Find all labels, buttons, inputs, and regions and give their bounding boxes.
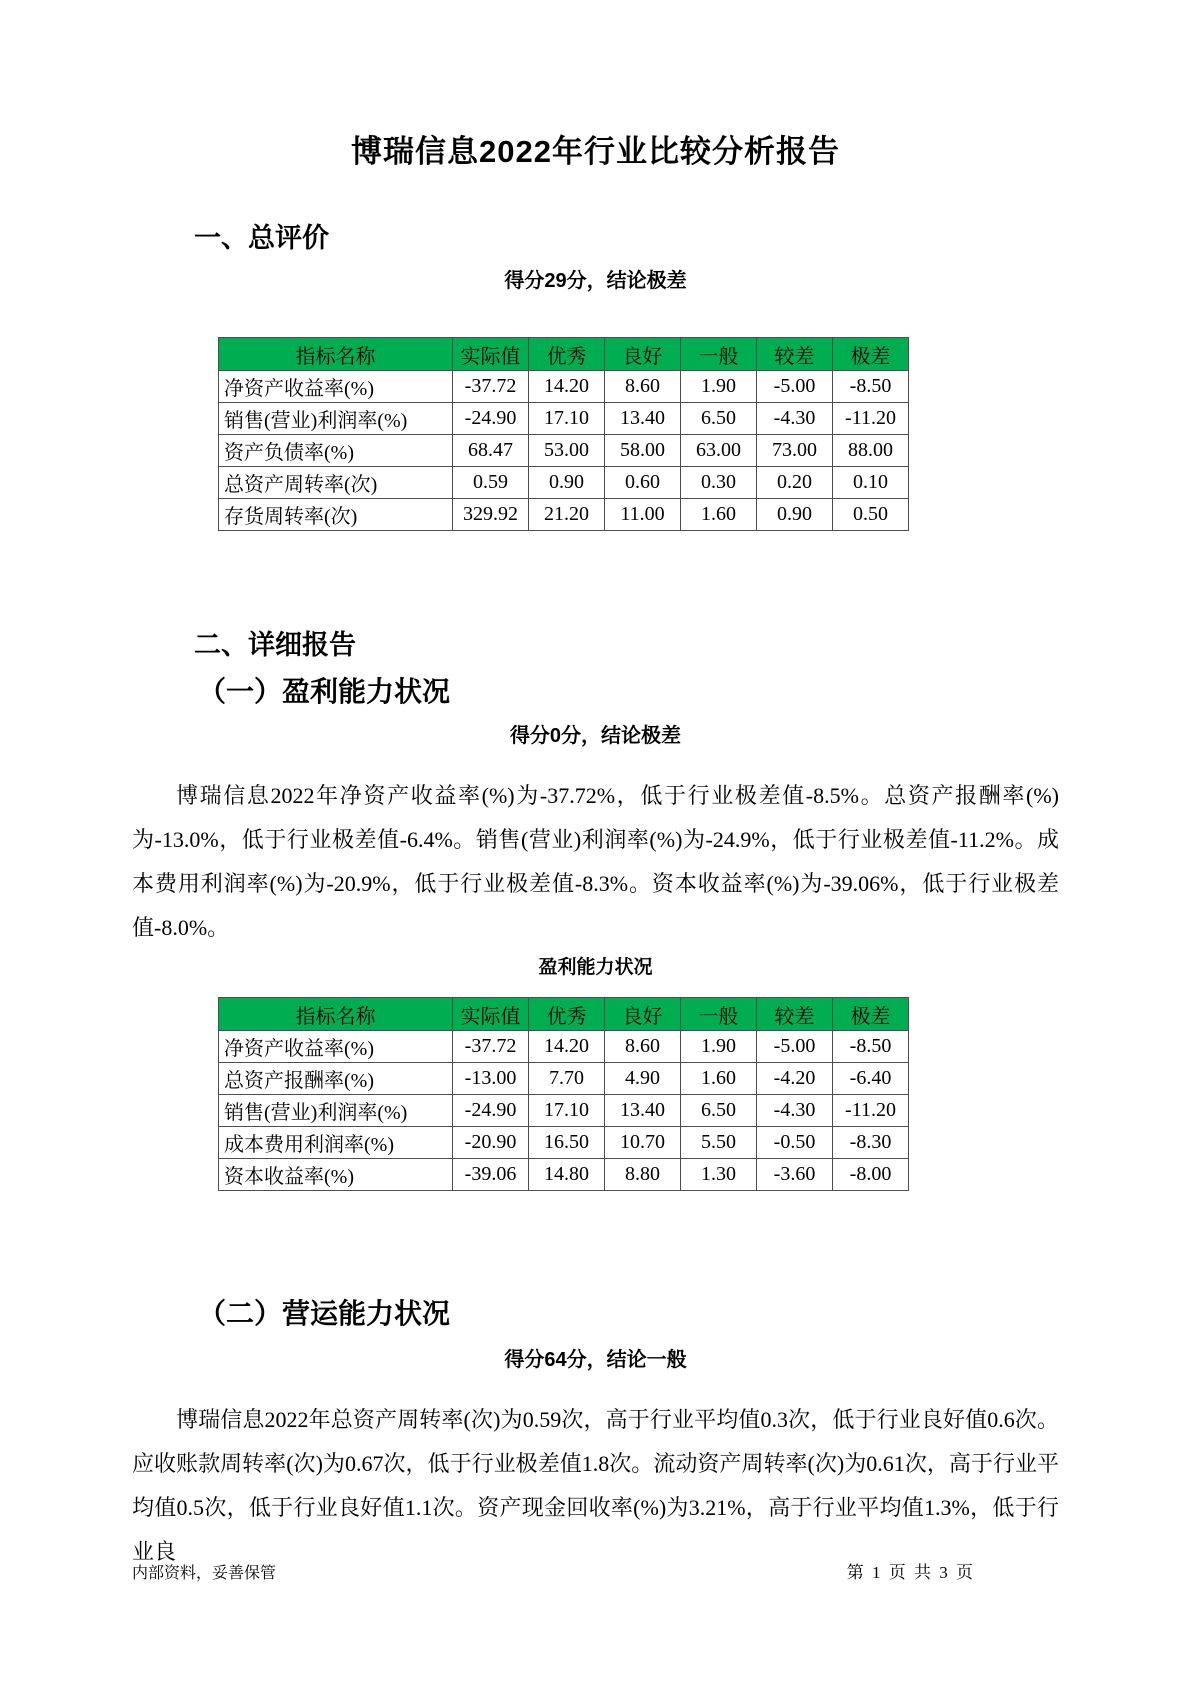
metric-value-cell: 17.10 <box>529 403 605 435</box>
metric-value-cell: -4.30 <box>757 403 833 435</box>
operation-paragraph: 博瑞信息2022年总资产周转率(次)为0.59次，高于行业平均值0.3次，低于行业良好值0.6次。应收账款周转率(次)为0.67次，低于行业极差值1.8次。流动资产周转率(次)为0.61次，高于行业平均值0.5次，低于行业良好值1.1次。资产现金回收率(%)为3.21%，高于行业平均值1.3%，低于行业良 <box>132 1407 1059 1564</box>
footer-page-number: 第 1 页 共 3 页 <box>846 1563 975 1582</box>
table-header-cell: 较差 <box>757 998 833 1031</box>
metric-value-cell: 1.60 <box>681 1063 757 1095</box>
metric-value-cell: -24.90 <box>453 1095 529 1127</box>
table-header-cell: 实际值 <box>453 338 529 371</box>
metric-value-cell: -11.20 <box>833 403 909 435</box>
metric-value-cell: -4.30 <box>757 1095 833 1127</box>
table-row <box>219 1031 909 1063</box>
metric-value-cell: 58.00 <box>605 435 681 467</box>
table-header-cell: 极差 <box>833 338 909 371</box>
metric-value-cell: 16.50 <box>529 1127 605 1159</box>
metric-value-cell: 11.00 <box>605 499 681 531</box>
profitability-paragraph: 博瑞信息2022年净资产收益率(%)为-37.72%，低于行业极差值-8.5%。总资产报酬率(%)为-13.0%，低于行业极差值-6.4%。销售(营业)利润率(%)为-24.9%，低于行业极差值-11.2%。成本费用利润率(%)为-20.9%，低于行业极差值-8.3%。资本收益率(%)为-39.06%，低于行业极差值-8.0%。 <box>132 783 1059 940</box>
table-row <box>219 1159 909 1191</box>
table-header-cell: 优秀 <box>529 338 605 371</box>
profitability-heading: （一）盈利能力状况 <box>198 676 451 707</box>
metric-name-cell: 成本费用利润率(%) <box>219 1127 453 1159</box>
metric-value-cell: 10.70 <box>605 1127 681 1159</box>
metric-value-cell: 14.20 <box>529 1031 605 1063</box>
metric-value-cell: 13.40 <box>605 403 681 435</box>
overall-score-line: 得分29分，结论极差 <box>504 270 687 292</box>
metric-value-cell: -6.40 <box>833 1063 909 1095</box>
metric-name-cell: 资本收益率(%) <box>219 1159 453 1191</box>
table-header-cell: 优秀 <box>529 998 605 1031</box>
metric-value-cell: -3.60 <box>757 1159 833 1191</box>
metric-name-cell: 存货周转率(次) <box>219 499 453 531</box>
metric-value-cell: 63.00 <box>681 435 757 467</box>
metric-value-cell: 7.70 <box>529 1063 605 1095</box>
metric-name-cell: 净资产收益率(%) <box>219 1031 453 1063</box>
metric-value-cell: -0.50 <box>757 1127 833 1159</box>
operation-score-line: 得分64分，结论一般 <box>504 1349 687 1371</box>
page-footer <box>132 1558 1059 1583</box>
metric-value-cell: 0.50 <box>833 499 909 531</box>
metric-value-cell: 13.40 <box>605 1095 681 1127</box>
metric-name-cell: 资产负债率(%) <box>219 435 453 467</box>
operation-heading: （二）营运能力状况 <box>198 1298 451 1329</box>
metric-value-cell: 0.59 <box>453 467 529 499</box>
metric-value-cell: 1.30 <box>681 1159 757 1191</box>
metric-value-cell: 1.90 <box>681 371 757 403</box>
section-overall-heading: 一、总评价 <box>194 223 329 253</box>
overall-indicator-table <box>218 337 909 531</box>
metric-value-cell: -8.30 <box>833 1127 909 1159</box>
metric-name-cell: 总资产周转率(次) <box>219 467 453 499</box>
metric-value-cell: -8.00 <box>833 1159 909 1191</box>
metric-value-cell: 8.80 <box>605 1159 681 1191</box>
table-row <box>219 1063 909 1095</box>
metric-value-cell: 8.60 <box>605 371 681 403</box>
table-header-cell: 极差 <box>833 998 909 1031</box>
profitability-indicator-table <box>218 997 909 1191</box>
table-row <box>219 435 909 467</box>
table-header-row <box>219 998 909 1031</box>
report-title: 博瑞信息2022年行业比较分析报告 <box>351 134 840 169</box>
table-row <box>219 1127 909 1159</box>
metric-value-cell: 68.47 <box>453 435 529 467</box>
metric-value-cell: -37.72 <box>453 371 529 403</box>
metric-value-cell: -5.00 <box>757 1031 833 1063</box>
metric-value-cell: 1.90 <box>681 1031 757 1063</box>
metric-value-cell: 329.92 <box>453 499 529 531</box>
metric-value-cell: 73.00 <box>757 435 833 467</box>
table-row <box>219 499 909 531</box>
metric-value-cell: 14.80 <box>529 1159 605 1191</box>
metric-value-cell: 8.60 <box>605 1031 681 1063</box>
table-header-cell: 一般 <box>681 998 757 1031</box>
metric-value-cell: -37.72 <box>453 1031 529 1063</box>
table-header-cell: 一般 <box>681 338 757 371</box>
metric-value-cell: 0.90 <box>757 499 833 531</box>
metric-value-cell: -4.20 <box>757 1063 833 1095</box>
metric-value-cell: 0.90 <box>529 467 605 499</box>
metric-value-cell: -24.90 <box>453 403 529 435</box>
metric-value-cell: -13.00 <box>453 1063 529 1095</box>
metric-name-cell: 销售(营业)利润率(%) <box>219 1095 453 1127</box>
metric-name-cell: 销售(营业)利润率(%) <box>219 403 453 435</box>
table-header-cell: 良好 <box>605 998 681 1031</box>
metric-value-cell: 0.30 <box>681 467 757 499</box>
profitability-table-caption: 盈利能力状况 <box>538 957 653 978</box>
metric-value-cell: 88.00 <box>833 435 909 467</box>
table-header-cell: 指标名称 <box>219 998 453 1031</box>
metric-value-cell: -39.06 <box>453 1159 529 1191</box>
table-header-cell: 较差 <box>757 338 833 371</box>
metric-name-cell: 净资产收益率(%) <box>219 371 453 403</box>
metric-value-cell: -11.20 <box>833 1095 909 1127</box>
metric-value-cell: -8.50 <box>833 371 909 403</box>
metric-value-cell: 17.10 <box>529 1095 605 1127</box>
table-row <box>219 467 909 499</box>
metric-value-cell: -20.90 <box>453 1127 529 1159</box>
profitability-score-line: 得分0分，结论极差 <box>509 725 682 747</box>
metric-value-cell: 21.20 <box>529 499 605 531</box>
metric-value-cell: 6.50 <box>681 1095 757 1127</box>
section-detail-heading: 二、详细报告 <box>194 630 356 660</box>
table-header-row <box>219 338 909 371</box>
metric-value-cell: 0.10 <box>833 467 909 499</box>
metric-value-cell: -8.50 <box>833 1031 909 1063</box>
metric-value-cell: -5.00 <box>757 371 833 403</box>
table-row <box>219 403 909 435</box>
metric-name-cell: 总资产报酬率(%) <box>219 1063 453 1095</box>
table-header-cell: 良好 <box>605 338 681 371</box>
table-header-cell: 指标名称 <box>219 338 453 371</box>
metric-value-cell: 5.50 <box>681 1127 757 1159</box>
metric-value-cell: 0.60 <box>605 467 681 499</box>
table-row <box>219 371 909 403</box>
table-row <box>219 1095 909 1127</box>
metric-value-cell: 4.90 <box>605 1063 681 1095</box>
table-header-cell: 实际值 <box>453 998 529 1031</box>
metric-value-cell: 14.20 <box>529 371 605 403</box>
footer-confidential-note: 内部资料，妥善保管 <box>132 1565 277 1582</box>
metric-value-cell: 1.60 <box>681 499 757 531</box>
metric-value-cell: 53.00 <box>529 435 605 467</box>
metric-value-cell: 6.50 <box>681 403 757 435</box>
metric-value-cell: 0.20 <box>757 467 833 499</box>
